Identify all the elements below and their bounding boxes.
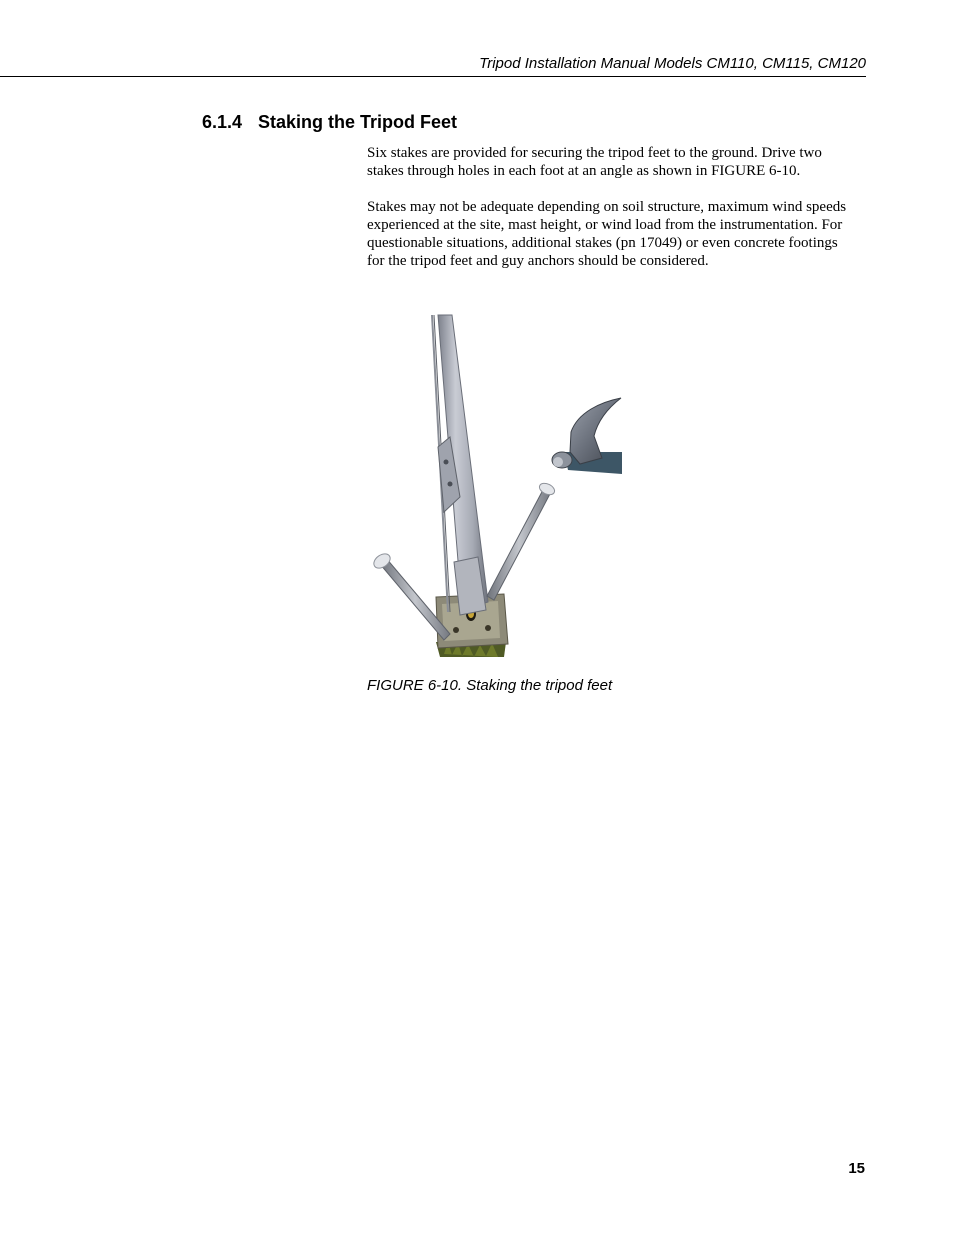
figure-photo [366,312,624,662]
page-number: 15 [848,1160,865,1177]
tripod-leg [432,315,488,615]
running-header-title: Tripod Installation Manual Models CM110, CM115, CM120 [479,55,866,72]
running-header [0,54,866,77]
section-number: 6.1.4 [202,112,243,132]
body-paragraph-2: Stakes may not be adequate depending on soil structure, maximum wind speeds experienced at the site, mast height, or wind load from the instrumentation. For questionable situations, additional stakes (pn 17049) or even concrete footings for the tripod feet and guy anchors should be considered. [367,199,847,269]
body-paragraph-1: Six stakes are provided for securing the tripod feet to the ground. Drive two stakes through holes in each foot at an angle as shown in FIGURE 6-10. [367,145,822,179]
section-title: Staking the Tripod Feet [258,112,458,132]
hammer [552,398,622,474]
figure-caption: FIGURE 6-10. Staking the tripod feet [367,677,613,694]
section-heading [202,112,457,133]
right-stake [487,481,556,600]
tripod-foot-stakes-hammer-illustration [366,312,624,662]
left-stake [371,551,450,640]
